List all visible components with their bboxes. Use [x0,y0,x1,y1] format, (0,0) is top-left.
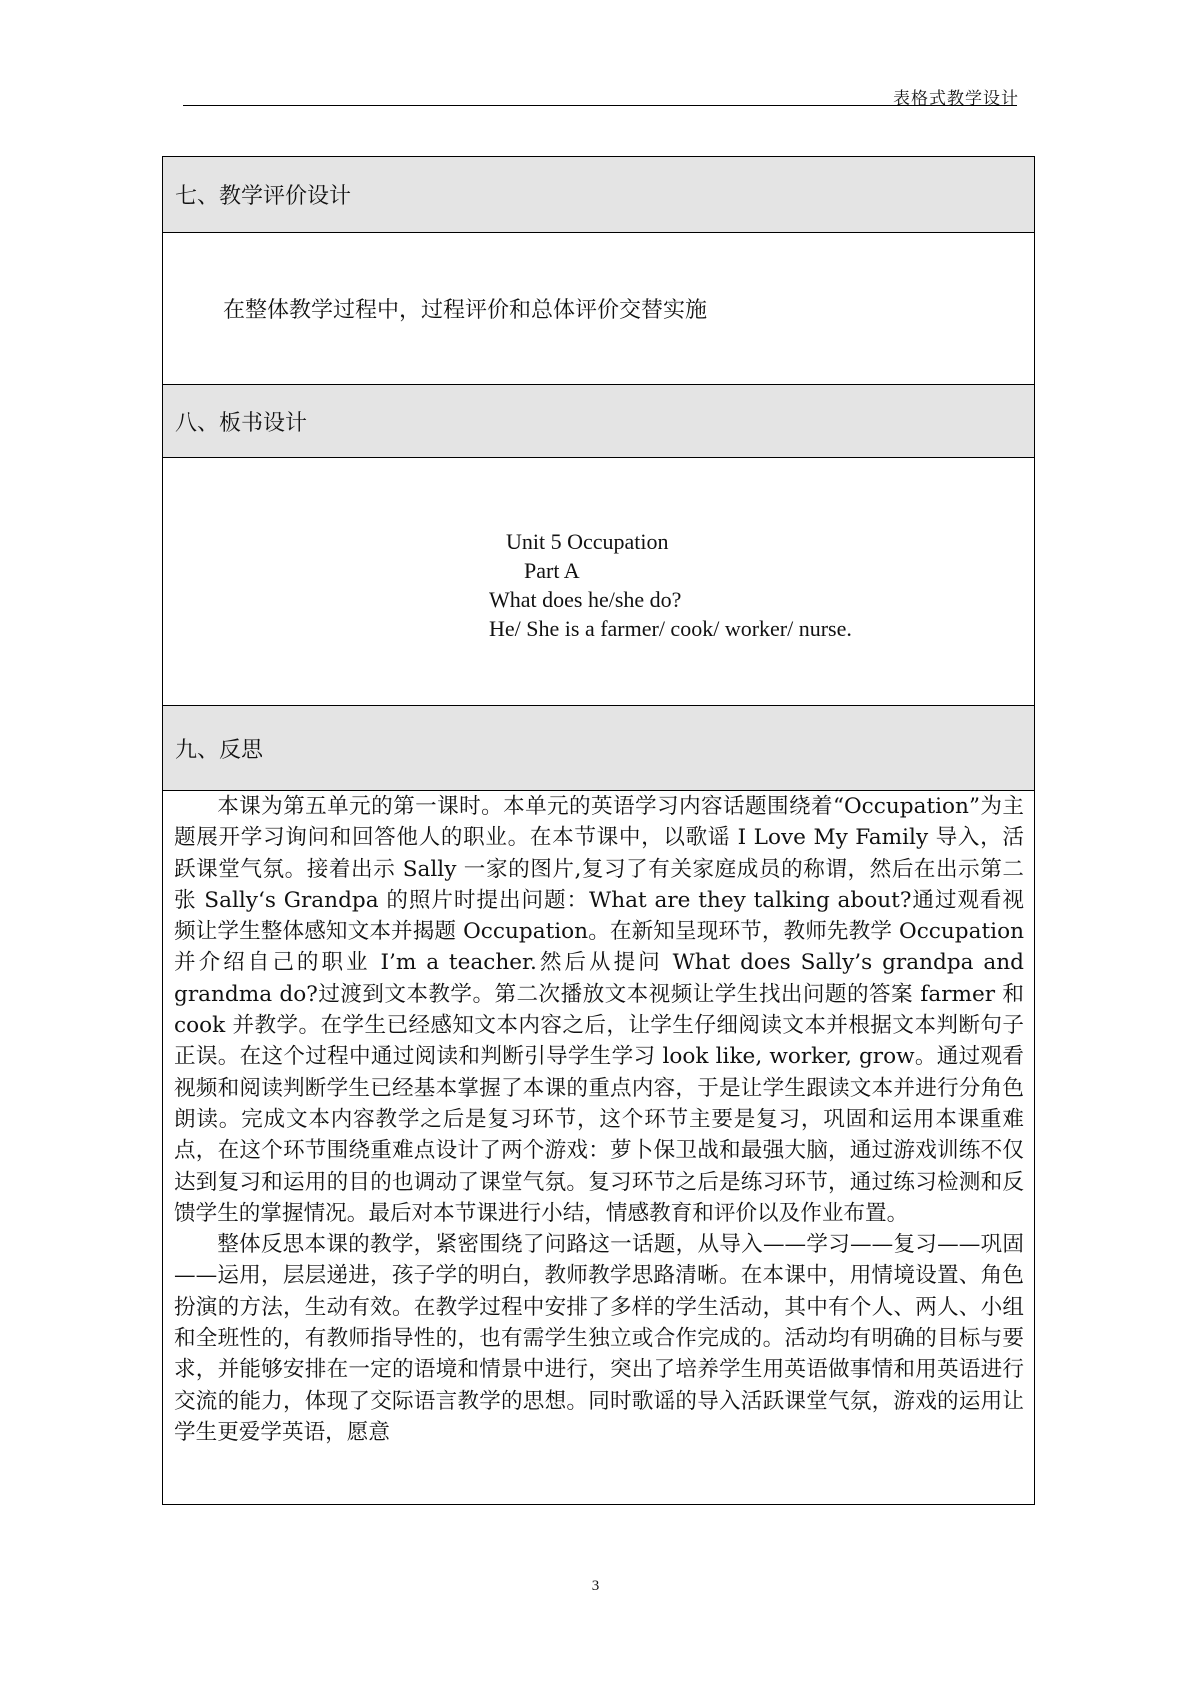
reflection-body [163,791,1035,1505]
board-line-question: What does he/she do? [489,587,682,612]
section-heading-board: 八、板书设计 [163,385,1035,458]
reflection-paragraph: 本课为第五单元的第一课时。本单元的英语学习内容话题围绕着“Occupation”为主题展开学习询问和回答他人的职业。在本节课中，以歌谣 I Love My Family 导入，活跃课堂气氛。接着出示 Sally 一家的图片,复习了有关家庭成员的称谓，然后在出示第二张 Sally‘s Grandpa 的照片时提出问题：What are they talking about?通过观看视频让学生整体感知文本并揭题 Occupation。在新知呈现环节，教师先教学 Occupation 并介绍自己的职业 I’m a teacher.然后从提问 What does Sally’s grandpa and grandma do?过渡到文本教学。第二次播放文本视频让学生找出问题的答案 farmer 和 cook 并教学。在学生已经感知文本内容之后，让学生仔细阅读文本并根据文本判断句子正误。在这个过程中通过阅读和判断引导学生学习 look like, worker, grow。通过观看视频和阅读判断学生已经基本掌握了本课的重点内容，于是让学生跟读文本并进行分角色朗读。完成文本内容教学之后是复习环节，这个环节主要是复习，巩固和运用本课重难点，在这个环节围绕重难点设计了两个游戏：萝卜保卫战和最强大脑，通过游戏训练不仅达到复习和运用的目的也调动了课堂气氛。复习环节之后是练习环节，通过练习检测和反馈学生的掌握情况。最后对本节课进行小结，情感教育和评价以及作业布置。 [174,794,1024,1226]
lesson-design-table [162,156,1035,1505]
board-line-answer: He/ She is a farmer/ cook/ worker/ nurse. [489,616,852,641]
header-rule [183,105,1017,106]
page-number: 3 [591,1578,600,1594]
section-heading-evaluation: 七、教学评价设计 [163,157,1035,233]
reflection-paragraph: 整体反思本课的教学，紧密围绕了问路这一话题，从导入——学习——复习——巩固——运用，层层递进，孩子学的明白，教师教学思路清晰。在本课中，用情境设置、角色扮演的方法，生动有效。在教学过程中安排了多样的学生活动，其中有个人、两人、小组和全班性的，有教师指导性的，也有需学生独立或合作完成的。活动均有明确的目标与要求，并能够安排在一定的语境和情景中进行，突出了培养学生用英语做事情和用英语进行交流的能力，体现了交际语言教学的思想。同时歌谣的导入活跃课堂气氛，游戏的运用让学生更爱学英语，愿意 [174,1232,1024,1445]
board-line-unit: Unit 5 Occupation [506,529,669,554]
evaluation-text: 在整体教学过程中，过程评价和总体评价交替实施 [163,233,1035,385]
header-title: 表格式教学设计 [893,89,1019,109]
board-design [163,458,1035,706]
section-heading-reflection: 九、反思 [163,706,1035,791]
board-line-part: Part A [524,558,580,583]
